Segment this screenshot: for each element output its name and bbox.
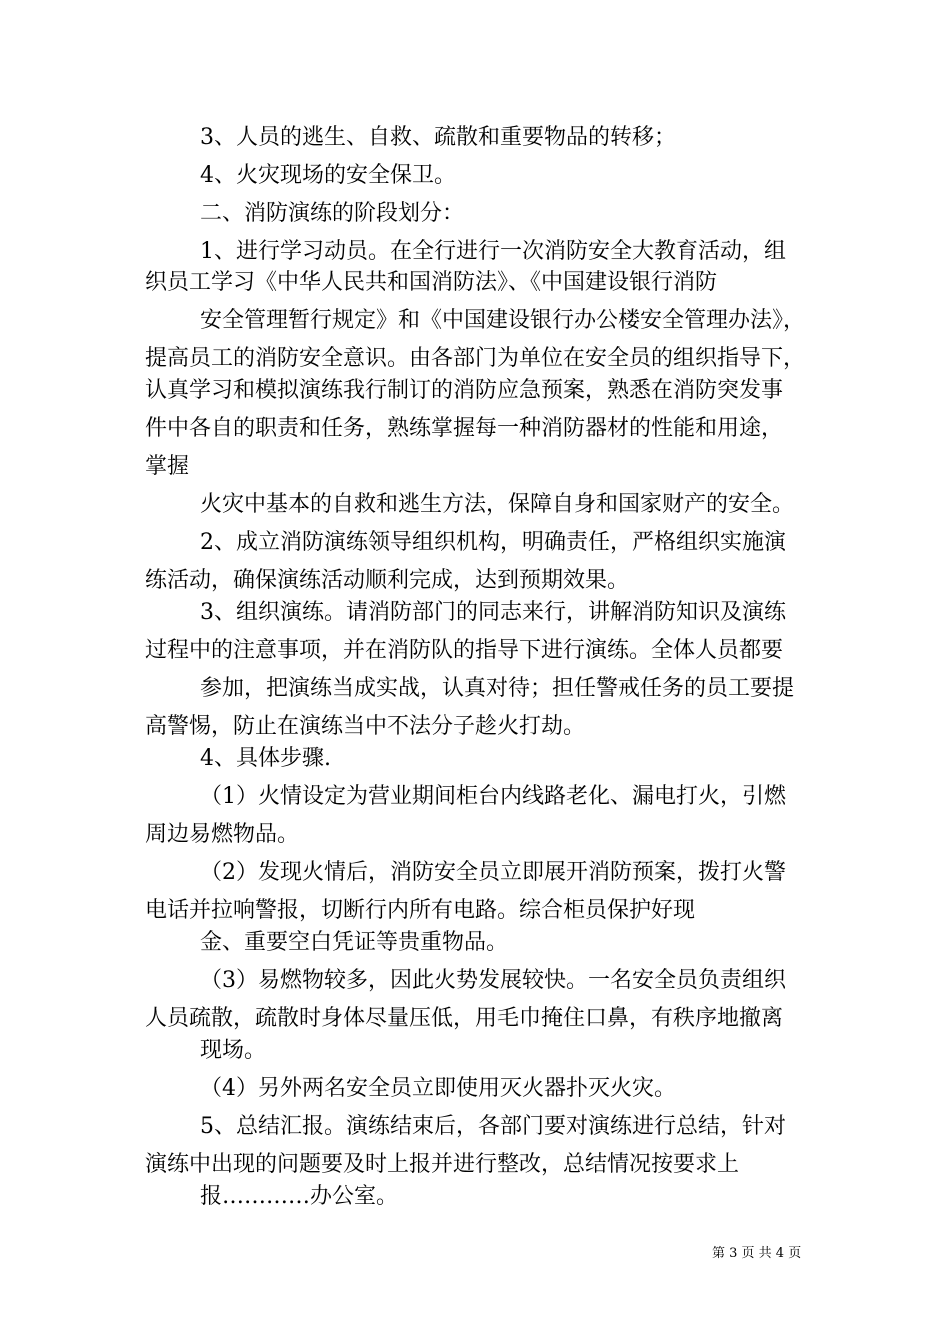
text-line: 火灾中基本的自救和逃生方法，保障自身和国家财产的安全。 xyxy=(200,492,795,517)
text-line: 3、人员的逃生、自救、疏散和重要物品的转移； xyxy=(200,125,676,150)
text-line: 报…………办公室。 xyxy=(200,1184,399,1209)
text-line: 安全管理暂行规定》和《中国建设银行办公楼安全管理办法》， xyxy=(200,308,806,333)
text-line: 周边易燃物品。 xyxy=(145,822,300,847)
text-line: 2、成立消防演练领导组织机构，明确责任，严格组织实施演 xyxy=(200,530,786,555)
text-line: 参加，把演练当成实战，认真对待；担任警戒任务的员工要提 xyxy=(200,676,795,701)
text-line: 过程中的注意事项，并在消防队的指导下进行演练。全体人员都要 xyxy=(145,638,784,663)
text-line: 练活动，确保演练活动顺利完成，达到预期效果。 xyxy=(145,568,630,593)
text-line: 二、消防演练的阶段划分： xyxy=(200,201,465,226)
text-line: （4）另外两名安全员立即使用灭火器扑灭火灾。 xyxy=(200,1076,676,1101)
text-line: 掌握 xyxy=(145,454,190,479)
text-line: 4、具体步骤. xyxy=(200,746,331,771)
text-line: 认真学习和模拟演练我行制订的消防应急预案，熟悉在消防突发事 xyxy=(145,378,784,403)
text-line: 现场。 xyxy=(200,1038,267,1063)
text-line: 人员疏散，疏散时身体尽量压低，用毛巾掩住口鼻，有秩序地撤离 xyxy=(145,1006,784,1031)
text-line: 5、总结汇报。演练结束后，各部门要对演练进行总结，针对 xyxy=(200,1114,786,1139)
text-line: 4、火灾现场的安全保卫。 xyxy=(200,163,456,188)
text-line: 件中各自的职责和任务，熟练掌握每一种消防器材的性能和用途， xyxy=(145,416,784,441)
text-line: 演练中出现的问题要及时上报并进行整改，总结情况按要求上 xyxy=(145,1152,740,1177)
text-line: （2）发现火情后，消防安全员立即展开消防预案，拨打火警 xyxy=(200,860,786,885)
text-line: 织员工学习《中华人民共和国消防法》、《中国建设银行消防 xyxy=(145,270,718,295)
page-number: 第 3 页 共 4 页 xyxy=(712,1246,802,1261)
text-line: 提高员工的消防安全意识。由各部门为单位在安全员的组织指导下， xyxy=(145,346,806,371)
text-line: 高警惕，防止在演练当中不法分子趁火打劫。 xyxy=(145,714,586,739)
text-line: 1、进行学习动员。在全行进行一次消防安全大教育活动，组 xyxy=(200,239,786,264)
text-line: （3）易燃物较多，因此火势发展较快。一名安全员负责组织 xyxy=(200,968,786,993)
text-line: 电话并拉响警报，切断行内所有电路。综合柜员保护好现 xyxy=(145,898,696,923)
text-line: 3、组织演练。请消防部门的同志来行，讲解消防知识及演练 xyxy=(200,600,786,625)
text-line: 金、重要空白凭证等贵重物品。 xyxy=(200,930,509,955)
text-line: （1）火情设定为营业期间柜台内线路老化、漏电打火，引燃 xyxy=(200,784,786,809)
